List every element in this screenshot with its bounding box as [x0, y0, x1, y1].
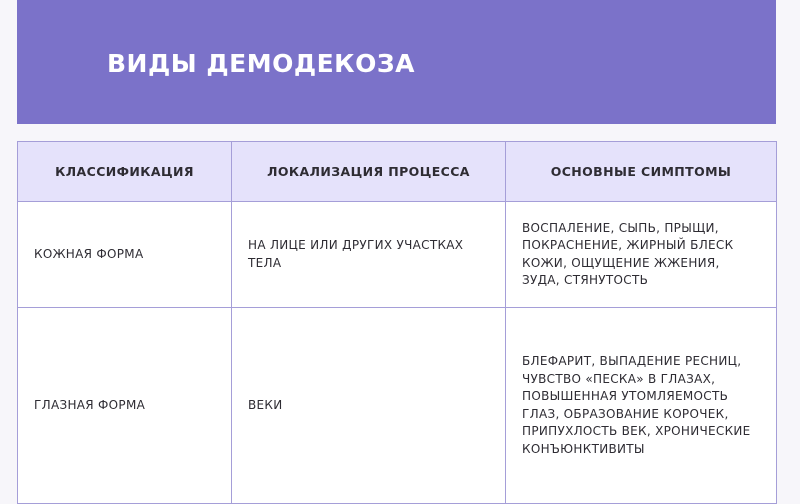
header-classification: КЛАССИФИКАЦИЯ	[18, 142, 232, 202]
table-header-row	[18, 142, 777, 202]
table-row	[18, 308, 777, 504]
table-row	[18, 202, 777, 308]
cell-classification: КОЖНАЯ ФОРМА	[18, 202, 232, 308]
cell-localization: НА ЛИЦЕ ИЛИ ДРУГИХ УЧАСТКАХ ТЕЛА	[232, 202, 506, 308]
page-title: ВИДЫ ДЕМОДЕКОЗА	[107, 49, 415, 78]
header-symptoms: ОСНОВНЫЕ СИМПТОМЫ	[506, 142, 777, 202]
cell-classification: ГЛАЗНАЯ ФОРМА	[18, 308, 232, 504]
header-localization: ЛОКАЛИЗАЦИЯ ПРОЦЕССА	[232, 142, 506, 202]
cell-localization: ВЕКИ	[232, 308, 506, 504]
cell-symptoms: ВОСПАЛЕНИЕ, СЫПЬ, ПРЫЩИ, ПОКРАСНЕНИЕ, ЖИРНЫЙ БЛЕСК КОЖИ, ОЩУЩЕНИЕ ЖЖЕНИЯ, ЗУДА, СТЯНУТОСТЬ	[506, 202, 777, 308]
cell-symptoms: БЛЕФАРИТ, ВЫПАДЕНИЕ РЕСНИЦ, ЧУВСТВО «ПЕСКА» В ГЛАЗАХ, ПОВЫШЕННАЯ УТОМЛЯЕМОСТЬ ГЛАЗ, ОБРАЗОВАНИЕ КОРОЧЕК, ПРИПУХЛОСТЬ ВЕК, ХРОНИЧЕСКИЕ КОНЪЮНКТИВИТЫ	[506, 308, 777, 504]
header-banner	[17, 0, 776, 124]
demodicosis-types-table	[17, 141, 777, 504]
